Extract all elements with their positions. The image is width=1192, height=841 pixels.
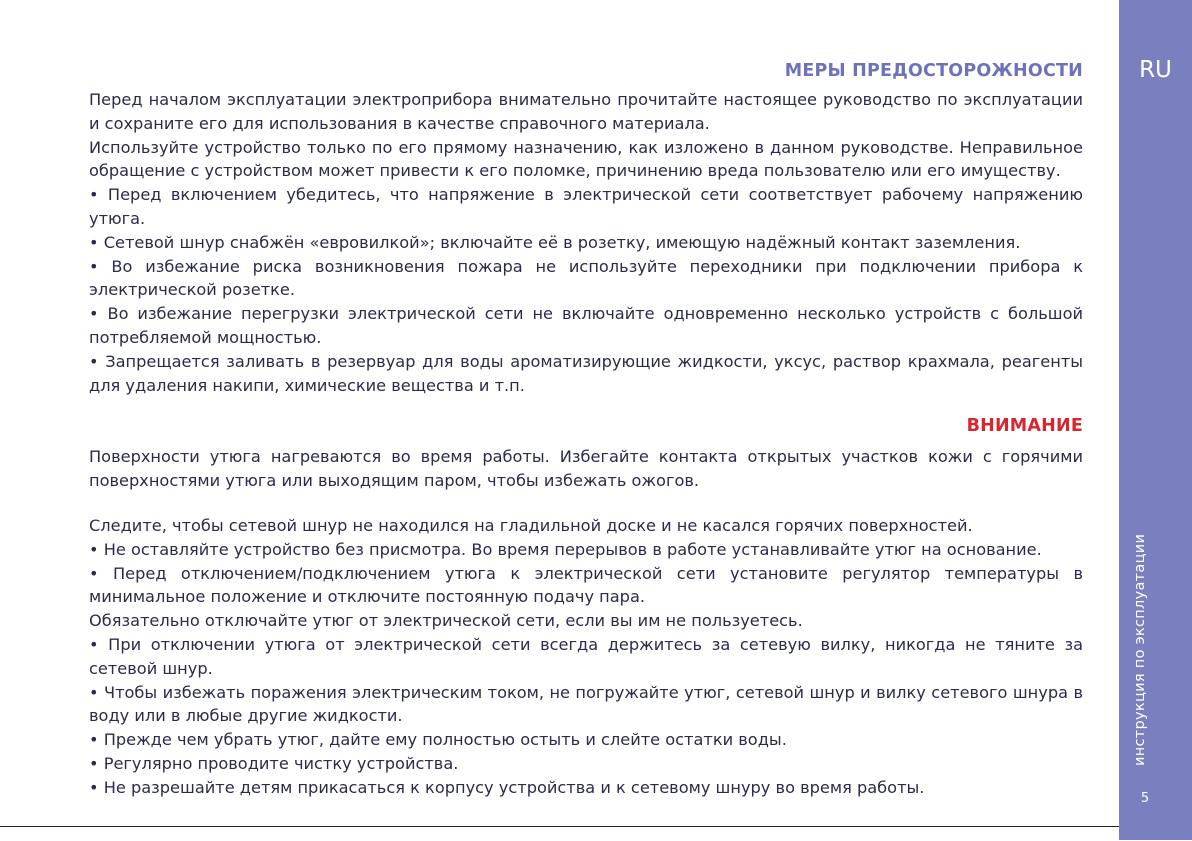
section-title-precautions: МЕРЫ ПРЕДОСТОРОЖНОСТИ [784, 61, 1083, 81]
paragraph: Используйте устройство только по его прямому назначению, как изложено в данном руководстве. Неправильное обращение с устройством может привести к его поломке, причинению вреда пользователю или его имуществу. [89, 137, 1083, 181]
bullet-item: • Не оставляйте устройство без присмотра. Во время перерывов в работе устанавливайте утюг на основание. [89, 539, 1042, 559]
paragraph-gap [89, 493, 1083, 514]
paragraph: Обязательно отключайте утюг от электрической сети, если вы им не пользуетесь. [89, 611, 803, 631]
section-title-warning: ВНИМАНИЕ [966, 416, 1083, 437]
bullet-item: • Перед включением убедитесь, что напряжение в электрической сети соответствует рабочему напряжению утюга. [89, 185, 1083, 228]
bullet-item: • Чтобы избежать поражения электрическим током, не погружайте утюг, сетевой шнур и вилку сетевого шнура в воду или в любые другие жидкости. [89, 682, 1083, 726]
bullet-item: • Запрещается заливать в резервуар для воды ароматизирующие жидкости, уксус, раствор крахмала, реагенты для удаления накипи, химические вещества и т.п. [89, 351, 1083, 395]
bullet-item: • Во избежание перегрузки электрической сети не включайте одновременно несколько устройств с большой потребляемой мощностью. [89, 304, 1083, 347]
bullet-item: • Сетевой шнур снабжён «евровилкой»; включайте её в розетку, имеющую надёжный контакт заземления. [89, 232, 1021, 252]
bullet-item: • Прежде чем убрать утюг, дайте ему полностью остыть и слейте остатки воды. [89, 730, 787, 750]
bullet-item: • Не разрешайте детям прикасаться к корпусу устройства и к сетевому шнуру во время работы. [89, 777, 925, 797]
paragraph: Поверхности утюга нагреваются во время работы. Избегайте контакта открытых участков кожи с горячими поверхностями утюга или выходящим паром, чтобы избежать ожогов. [89, 447, 1083, 491]
language-label: RU [1139, 57, 1172, 83]
paragraph: Следите, чтобы сетевой шнур не находился на гладильной доске и не касался горячих поверхностей. [89, 515, 973, 535]
bullet-item: • Во избежание риска возникновения пожара не используйте переходники при подключении прибора к электрической розетке. [89, 256, 1083, 300]
sidebar [1119, 0, 1192, 840]
page-number: 5 [1140, 791, 1150, 806]
manual-vertical-label: инструкция по эксплуатации [1132, 533, 1148, 766]
bullet-item: • При отключении утюга от электрической сети всегда держитесь за сетевую вилку, никогда не тяните за сетевой шнур. [89, 634, 1083, 678]
bottom-divider [0, 826, 1119, 841]
paragraph: Перед началом эксплуатации электроприбора внимательно прочитайте настоящее руководство по эксплуатации и сохраните его для использования в качестве справочного материала. [89, 90, 1083, 133]
bullet-item: • Перед отключением/подключением утюга к электрической сети установите регулятор температуры в минимальное положение и отключите постоянную подачу пара. [89, 563, 1083, 607]
manual-content [89, 56, 1083, 800]
bullet-item: • Регулярно проводите чистку устройства. [89, 753, 459, 773]
